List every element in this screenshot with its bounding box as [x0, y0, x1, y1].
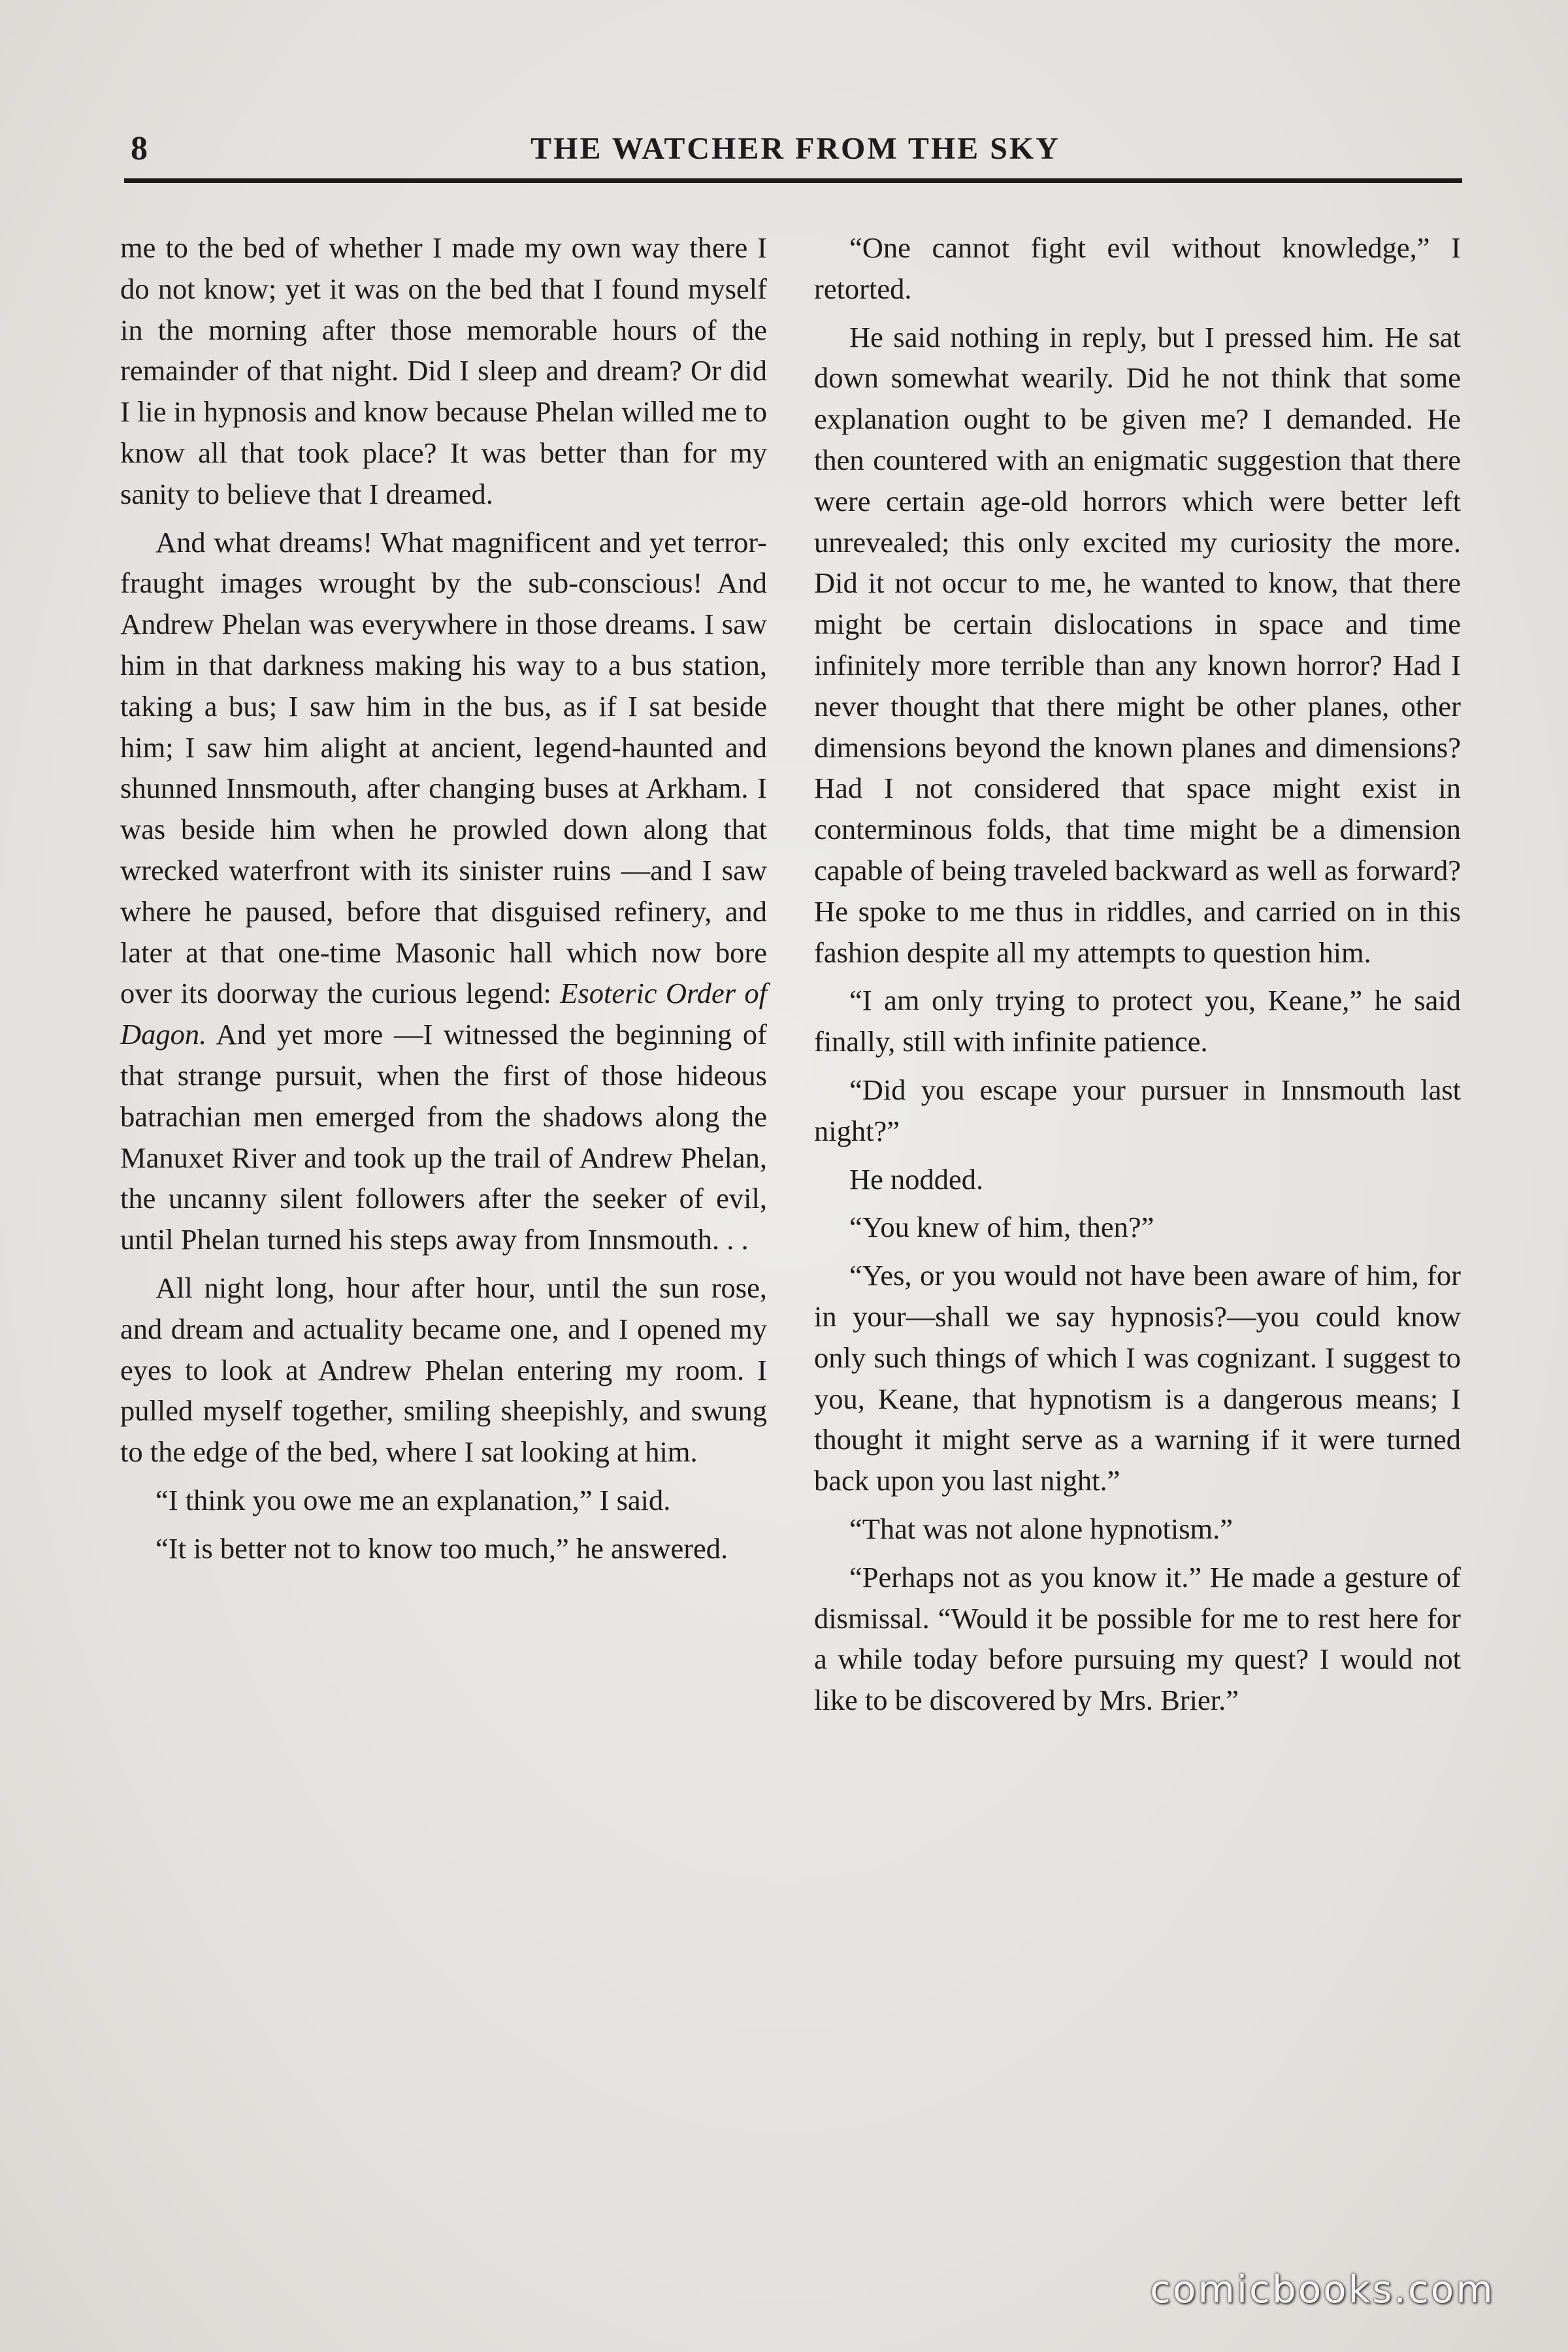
- italic-legend: Esoteric Order of Dagon.: [120, 977, 767, 1051]
- right-column: [814, 227, 1461, 1728]
- paragraph: “That was not alone hypnotism.”: [849, 1512, 1233, 1545]
- paragraph: “Yes, or you would not have been aware of him, for in your—shall we say hypnosis?—you could know only such things of which I was cognizant. I suggest to you, Keane, that hypnotism is a dangerous means; I thought it might serve as a warning if it were turned back upon you last night.”: [814, 1259, 1461, 1497]
- running-title: THE WATCHER FROM THE SKY: [531, 131, 1060, 166]
- paragraph: All night long, hour after hour, until the sun rose, and dream and actuality became one, and I opened my eyes to look at Andrew Phelan entering my room. I pulled myself together, smiling sheepishly, and swung to the edge of the bed, where I sat looking at him.: [120, 1271, 767, 1469]
- header-rule: [124, 178, 1462, 183]
- paragraph-text: And what dreams! What magnificent and yet terror-fraught images wrought by the sub-conscious! And Andrew Phelan was everywhere in those dreams. I saw him in that darkness making his way to a bus station, taking a bus; I saw him in the bus, as if I sat beside him; I saw him alight at ancient, legend-haunted and shunned Innsmouth, after changing buses at Arkham. I was beside him when he prowled down along that wrecked waterfront with its sinister ruins —and I saw where he paused, before that disguised refinery, and later at that one-time Masonic hall which now bore over its doorway the curious legend:: [120, 525, 767, 1010]
- paragraph: “It is better not to know too much,” he answered.: [155, 1531, 728, 1565]
- paragraph: “I think you owe me an explanation,” I said.: [155, 1483, 671, 1516]
- page-number: 8: [131, 130, 148, 167]
- paragraph: “I am only trying to protect you, Keane,” he said finally, still with infinite patience.: [814, 984, 1461, 1058]
- running-header: [131, 124, 1460, 176]
- paragraph: me to the bed of whether I made my own way there I do not know; yet it was on the bed that I found myself in the morning after those memorable hours of the remainder of that night. Did I sleep and dream? Or did I lie in hypnosis and know because Phelan willed me to know all that took place? It was better than for my sanity to believe that I dreamed.: [120, 231, 767, 510]
- paragraph-text: And yet more —I witnessed the beginning of that strange pursuit, when the first of those hideous batrachian men emerged from the shadows along the Manuxet River and took up the trail of Andrew Phelan, the uncanny silent followers after the seeker of evil, until Phelan turned his steps away from Innsmouth. . .: [120, 1018, 767, 1256]
- paragraph: “Did you escape your pursuer in Innsmouth last night?”: [814, 1073, 1461, 1147]
- paragraph: “You knew of him, then?”: [849, 1211, 1154, 1244]
- paragraph: “Perhaps not as you know it.” He made a gesture of dismissal. “Would it be possible for me to rest here for a while today before pursuing my quest? I would not like to be discovered by Mrs. Brier.”: [814, 1560, 1461, 1717]
- paragraph: [120, 522, 767, 1260]
- watermark: comicbooks.com: [1150, 2267, 1495, 2311]
- paragraph: “One cannot fight evil without knowledge,” I retorted.: [814, 231, 1461, 305]
- left-column: [120, 227, 767, 1576]
- paragraph: He nodded.: [849, 1162, 984, 1196]
- paragraph: He said nothing in reply, but I pressed him. He sat down somewhat wearily. Did he not think that some explanation ought to be given me? I demanded. He then countered with an enigmatic suggestion that there were certain age-old horrors which were better left unrevealed; this only excited my curiosity the more. Did it not occur to me, he wanted to know, that there might be certain dislocations in space and time infinitely more terrible than any known horror? Had I never thought that there might be other planes, other dimensions beyond the known planes and dimensions? Had I not considered that space might exist in conterminous folds, that time might be a dimension capable of being traveled backward as well as forward? He spoke to me thus in riddles, and carried on in this fashion despite all my attempts to question him.: [814, 320, 1461, 969]
